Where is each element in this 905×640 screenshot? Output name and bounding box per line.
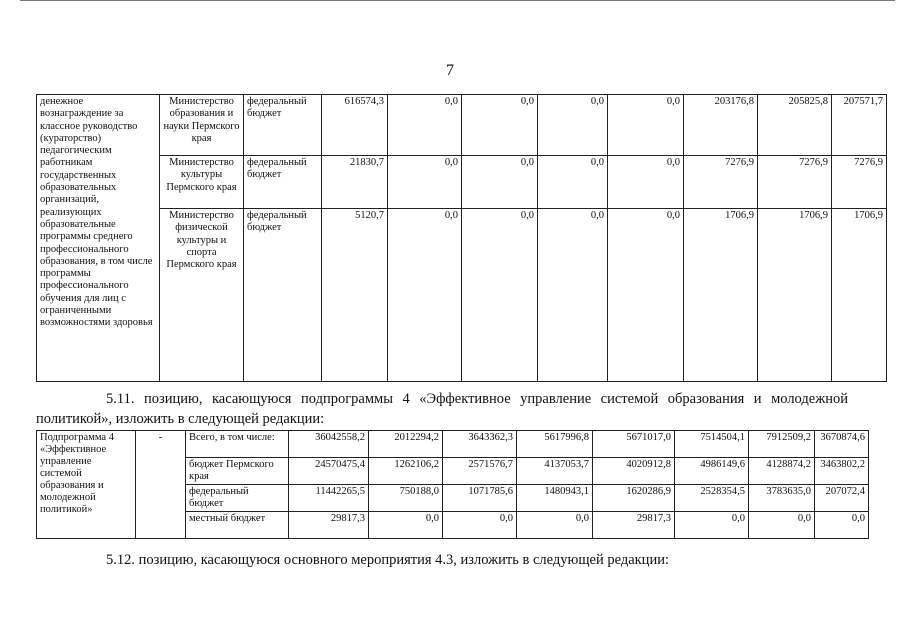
value-cell: 0,0 <box>538 209 608 382</box>
table-row <box>37 431 869 458</box>
value-cell: 1071785,6 <box>443 485 517 512</box>
table-row <box>37 95 887 156</box>
value-cell: 0,0 <box>749 512 815 539</box>
source-cell: федеральный бюджет <box>244 95 322 156</box>
value-cell: 5671017,0 <box>593 431 675 458</box>
paragraph-5-11: 5.11. позицию, касающуюся подпрограммы 4 «Эффективное управление системой образования и молодежной политикой», изложить в следующей редакции: <box>36 391 848 427</box>
table-row <box>37 209 887 382</box>
table-row <box>37 156 887 209</box>
value-cell: 4020912,8 <box>593 458 675 485</box>
value-cell: 2012294,2 <box>369 431 443 458</box>
value-cell: 207072,4 <box>815 485 869 512</box>
source-cell: бюджет Пермского края <box>186 458 289 485</box>
value-cell: 0,0 <box>608 156 684 209</box>
value-cell: 36042558,2 <box>289 431 369 458</box>
value-cell: 0,0 <box>462 156 538 209</box>
value-cell: 0,0 <box>369 512 443 539</box>
value-cell: 0,0 <box>608 209 684 382</box>
value-cell: 3783635,0 <box>749 485 815 512</box>
value-cell: 0,0 <box>675 512 749 539</box>
executor-cell: Министерство физической культуры и спорта Пермского края <box>160 209 244 382</box>
source-cell: федеральный бюджет <box>186 485 289 512</box>
executor-cell: Министерство образования и науки Пермского края <box>160 95 244 156</box>
value-cell: 0,0 <box>538 156 608 209</box>
value-cell: 205825,8 <box>758 95 832 156</box>
value-cell: 0,0 <box>462 95 538 156</box>
value-cell: 0,0 <box>462 209 538 382</box>
value-cell: 3463802,2 <box>815 458 869 485</box>
value-cell: 3670874,6 <box>815 431 869 458</box>
value-cell: 7276,9 <box>758 156 832 209</box>
value-cell: 5120,7 <box>322 209 388 382</box>
value-cell: 0,0 <box>388 209 462 382</box>
value-cell: 0,0 <box>517 512 593 539</box>
value-cell: 7276,9 <box>684 156 758 209</box>
value-cell: 2528354,5 <box>675 485 749 512</box>
source-cell: федеральный бюджет <box>244 156 322 209</box>
funding-table-1 <box>36 94 887 382</box>
executor-dash: - <box>136 431 186 539</box>
value-cell: 29817,3 <box>593 512 675 539</box>
measure-description: денежное вознаграждение за классное руководство (кураторство) педагогическим работникам государственных образовательных организаций, реализующих образовательные программы среднего профессионального образования, в том числе программы профессионального обучения для лиц с ограниченными возможностями здоровья <box>37 95 160 382</box>
source-cell: местный бюджет <box>186 512 289 539</box>
value-cell: 0,0 <box>538 95 608 156</box>
subprogram-label: Подпрограмма 4 «Эффективное управление системой образования и молодежной политикой» <box>37 431 136 539</box>
value-cell: 0,0 <box>388 95 462 156</box>
value-cell: 1480943,1 <box>517 485 593 512</box>
value-cell: 7514504,1 <box>675 431 749 458</box>
source-cell: Всего, в том числе: <box>186 431 289 458</box>
value-cell: 0,0 <box>388 156 462 209</box>
value-cell: 11442265,5 <box>289 485 369 512</box>
value-cell: 4128874,2 <box>749 458 815 485</box>
value-cell: 4986149,6 <box>675 458 749 485</box>
value-cell: 1706,9 <box>684 209 758 382</box>
source-cell: федеральный бюджет <box>244 209 322 382</box>
value-cell: 1620286,9 <box>593 485 675 512</box>
value-cell: 3643362,3 <box>443 431 517 458</box>
value-cell: 24570475,4 <box>289 458 369 485</box>
value-cell: 0,0 <box>608 95 684 156</box>
value-cell: 2571576,7 <box>443 458 517 485</box>
value-cell: 1706,9 <box>832 209 887 382</box>
value-cell: 29817,3 <box>289 512 369 539</box>
value-cell: 4137053,7 <box>517 458 593 485</box>
value-cell: 5617996,8 <box>517 431 593 458</box>
value-cell: 1262106,2 <box>369 458 443 485</box>
value-cell: 750188,0 <box>369 485 443 512</box>
scan-top-edge <box>20 0 895 1</box>
paragraph-5-12: 5.12. позицию, касающуюся основного мероприятия 4.3, изложить в следующей редакции: <box>106 552 669 568</box>
executor-cell: Министерство культуры Пермского края <box>160 156 244 209</box>
value-cell: 1706,9 <box>758 209 832 382</box>
value-cell: 7912509,2 <box>749 431 815 458</box>
page-number: 7 <box>446 62 454 79</box>
value-cell: 21830,7 <box>322 156 388 209</box>
value-cell: 207571,7 <box>832 95 887 156</box>
value-cell: 7276,9 <box>832 156 887 209</box>
value-cell: 0,0 <box>443 512 517 539</box>
funding-table-2 <box>36 430 869 539</box>
value-cell: 203176,8 <box>684 95 758 156</box>
value-cell: 616574,3 <box>322 95 388 156</box>
value-cell: 0,0 <box>815 512 869 539</box>
